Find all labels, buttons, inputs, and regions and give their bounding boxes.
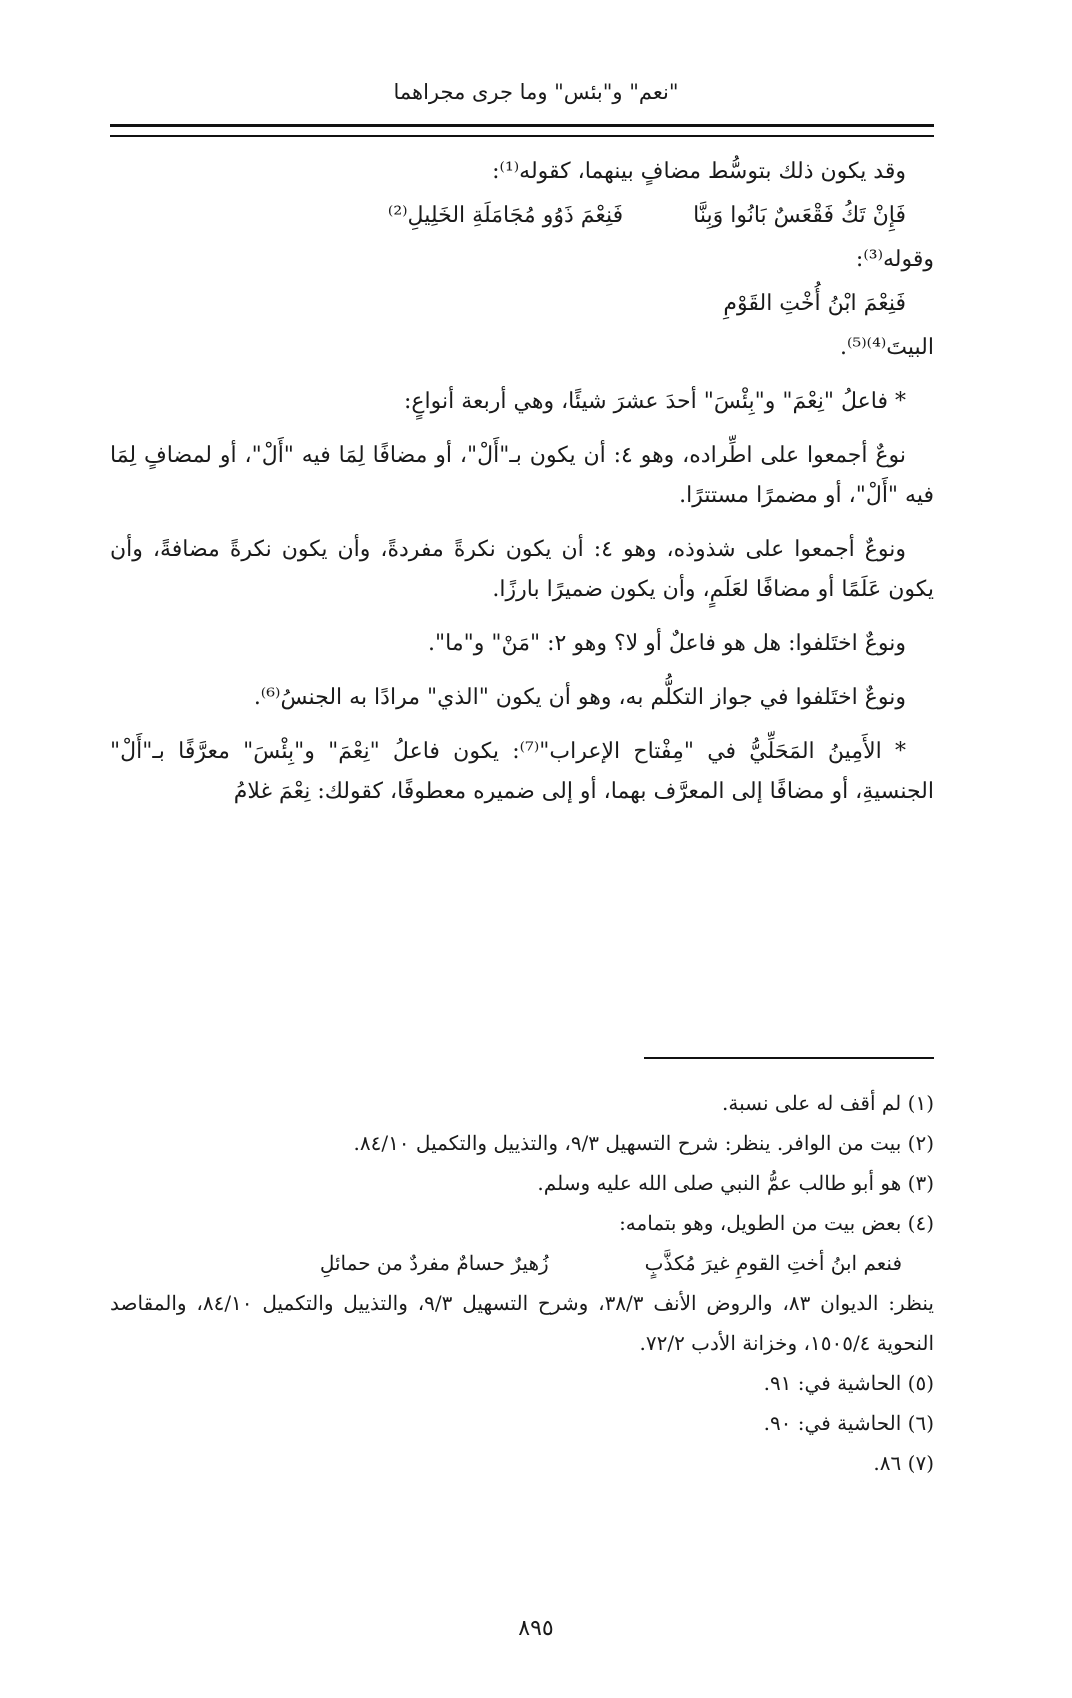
- paragraph-6: ونوعٌ أجمعوا على شذوذه، وهو ٤: أن يكون نكرةً مفردةً، وأن يكون نكرةً مضافةً، وأن يكون عَلَمًا أو مضافًا لعَلَمٍ، وأن يكون ضميرًا بارزًا.: [110, 537, 934, 602]
- footnote-3: (٣) هو أبو طالب عمُّ النبي صلى الله عليه وسلم.: [537, 1171, 934, 1195]
- footnotes: [110, 1083, 934, 1483]
- verse-1-second-hemistich: فَنِعْمَ ذَوُو مُجَامَلَةِ الخَلِيلِ⁽²⁾: [387, 203, 624, 228]
- footnote-6: (٦) الحاشية في: ٩٠.: [763, 1411, 934, 1435]
- running-header: "نعم" و"بئس" وما جرى مجراهما: [393, 80, 679, 104]
- paragraph-3: البيتَ⁽⁴⁾⁽⁵⁾.: [840, 335, 934, 360]
- paragraph-7: ونوعٌ اختَلفوا: هل هو فاعلٌ أو لا؟ وهو ٢: "مَنْ" و"ما".: [428, 631, 906, 656]
- verse-2: فَنِعْمَ ابْنُ أُخْتِ القَوْمِ: [723, 291, 906, 316]
- paragraph-8: ونوعٌ اختَلفوا في جواز التكلُّم به، وهو أن يكون "الذي" مرادًا به الجنسُ⁽⁶⁾.: [253, 685, 906, 710]
- footnote-4-references: ينظر: الديوان ٨٣، والروض الأنف ٣٨/٣، وشرح التسهيل ٩/٣، والتذييل والتكميل ٨٤/١٠، والمقاصد النحوية ١٥٠٥/٤، وخزانة الأدب ٧٢/٢.: [110, 1291, 934, 1355]
- verse-1-first-hemistich: فَإِنْ تَكُ فَقْعَسٌ بَانُوا وَبِنَّا: [693, 203, 906, 228]
- footnote-1: (١) لم أقف له على نسبة.: [722, 1091, 934, 1115]
- paragraph-9: * الأَمِينُ المَحَلِّيُّ في "مِفْتاح الإعراب"⁽⁷⁾: يكون فاعلُ "نِعْمَ" و"بِئْسَ" معرَّفًا بـ"أَلْ" الجنسيةِ، أو مضافًا إلى المعرَّف بهما، أو إلى ضميره معطوفًا، كقولك: نِعْمَ غلامُ: [110, 739, 934, 804]
- header-rule-thick: [110, 124, 934, 127]
- footnote-4: (٤) بعض بيت من الطويل، وهو بتمامه:: [619, 1211, 934, 1235]
- paragraph-2: وقوله⁽³⁾:: [855, 247, 934, 272]
- footnote-separator: [644, 1057, 934, 1059]
- footnote-7: (٧) ٨٦.: [873, 1451, 934, 1475]
- footnote-5: (٥) الحاشية في: ٩١.: [763, 1371, 934, 1395]
- footnote-4-verse-second: زُهيرٌ حسامٌ مفردٌ من حمائلِ: [319, 1251, 549, 1275]
- verse-1: [110, 196, 934, 236]
- main-text: [110, 152, 934, 826]
- page-number: ٨٩٥: [518, 1616, 554, 1641]
- paragraph-5: نوعٌ أجمعوا على اطِّراده، وهو ٤: أن يكون بـ"أَلْ"، أو مضافًا لِمَا فيه "أَلْ"، أو لمضافٍ لِمَا فيه "أَلْ"، أو مضمرًا مستترًا.: [110, 443, 934, 508]
- footnote-2: (٢) بيت من الوافر. ينظر: شرح التسهيل ٩/٣، والتذييل والتكميل ٨٤/١٠.: [353, 1131, 934, 1155]
- paragraph-1: وقد يكون ذلك بتوسُّط مضافٍ بينهما، كقوله⁽¹⁾:: [492, 159, 906, 184]
- footnote-4-verse: [110, 1243, 934, 1283]
- paragraph-4: * فاعلُ "نِعْمَ" و"بِئْسَ" أحدَ عشرَ شيئًا، وهي أربعة أنواعٍ:: [404, 389, 906, 414]
- header-rule-thin: [110, 135, 934, 137]
- footnote-4-verse-first: فنعم ابنُ أختِ القومِ غيرَ مُكذَّبٍ: [644, 1251, 902, 1275]
